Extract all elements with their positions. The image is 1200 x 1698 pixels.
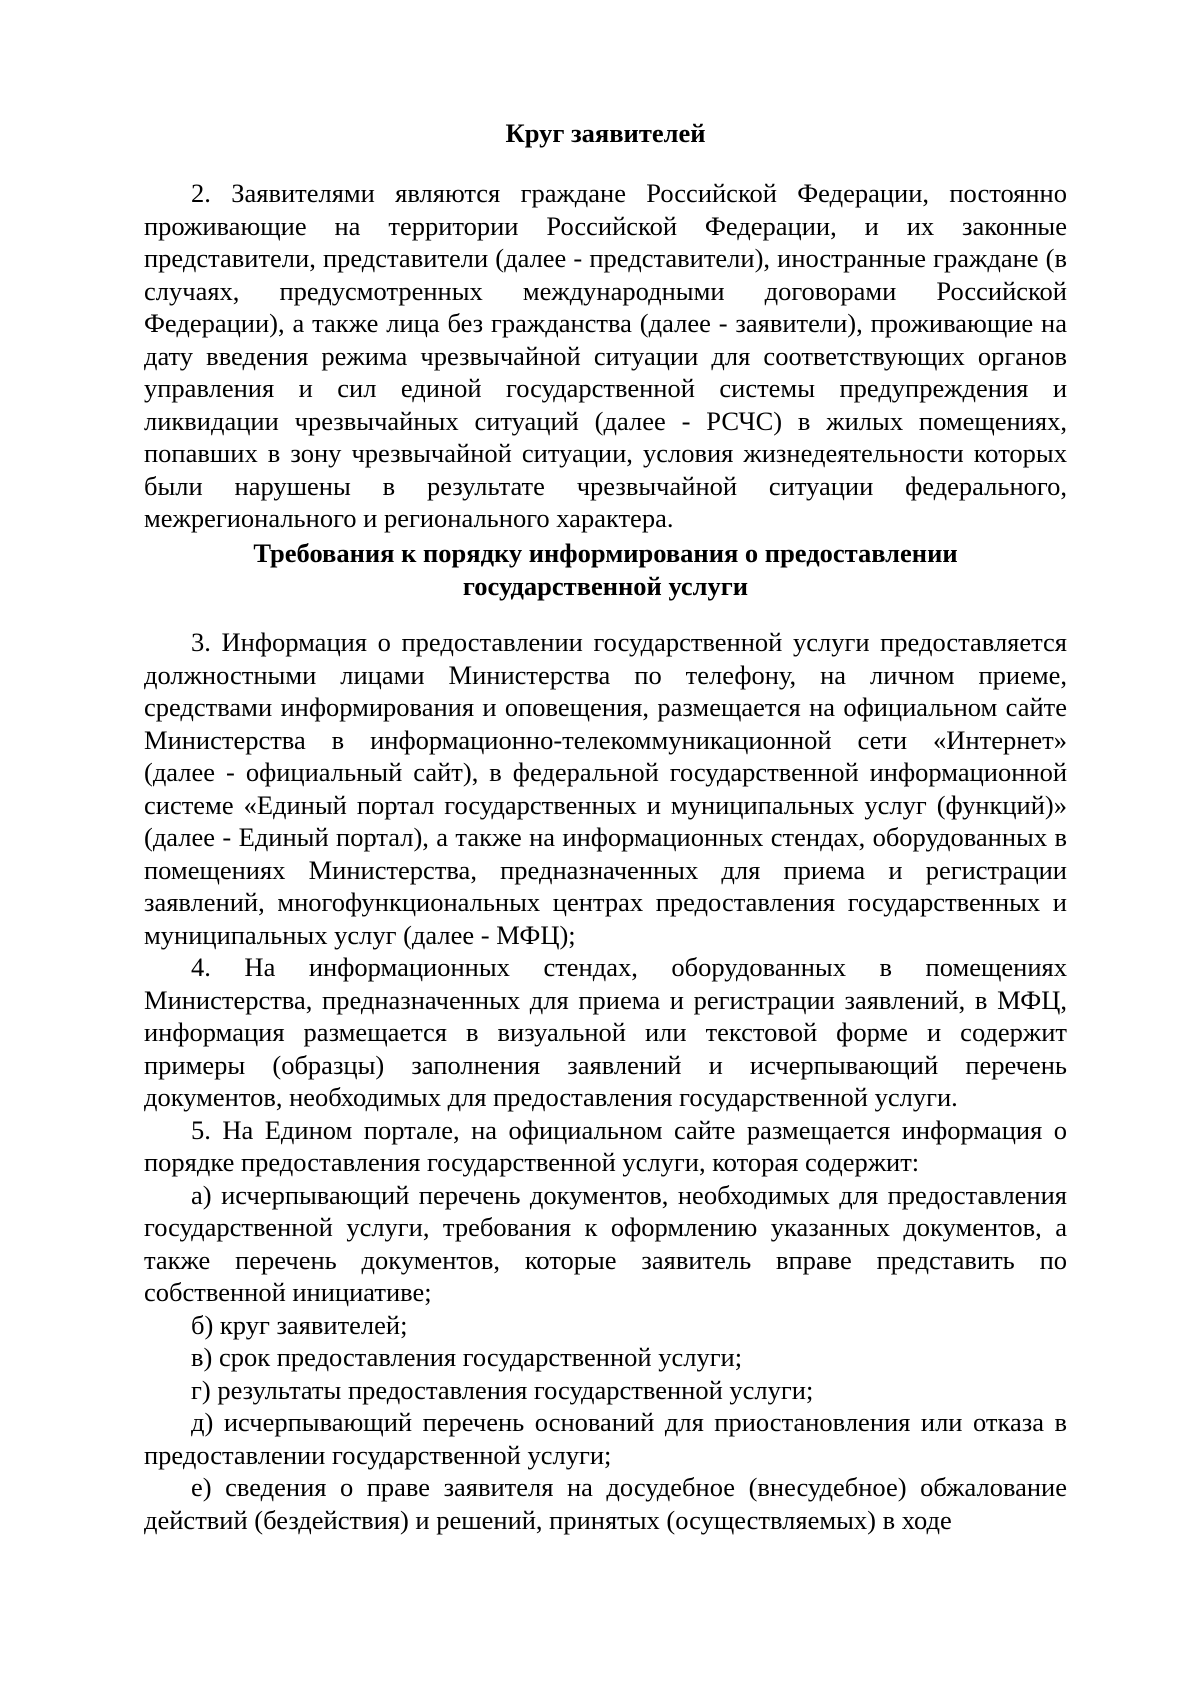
paragraph-3: 3. Информация о предоставлении государственной услуги предоставляется должностными лицами Министерства по телефону, на личном приеме, средствами информирования и оповещения, размещается на официальном сайте Министерства в информационно-телекоммуникационной сети «Интернет» (далее - официальный сайт), в федеральной государственной информационной системе «Единый портал государственных и муниципальных услуг (функций)» (далее - Единый портал), а также на информационных стендах, оборудованных в помещениях Министерства, предназначенных для приема и регистрации заявлений, многофункциональных центрах предоставления государственных и муниципальных услуг (далее - МФЦ);	[144, 627, 1067, 950]
paragraph-5: 5. На Едином портале, на официальном сайте размещается информация о порядке предоставления государственной услуги, которая содержит:	[144, 1114, 1067, 1177]
paragraph-4: 4. На информационных стендах, оборудованных в помещениях Министерства, предназначенных для приема и регистрации заявлений, в МФЦ, информация размещается в визуальной или текстовой форме и содержит примеры (образцы) заполнения заявлений и исчерпывающий перечень документов, необходимых для предоставления государственной услуги.	[144, 952, 1067, 1112]
list-item-a: а) исчерпывающий перечень документов, необходимых для предоставления государственной услуги, требования к оформлению указанных документов, а также перечень документов, которые заявитель вправе представить по собственной инициативе;	[144, 1179, 1067, 1307]
list-item-b: б) круг заявителей;	[191, 1309, 408, 1340]
list-item-v: в) срок предоставления государственной услуги;	[191, 1342, 743, 1372]
section-heading-applicants	[144, 117, 1067, 150]
paragraph-2: 2. Заявителями являются граждане Российской Федерации, постоянно проживающие на территории Российской Федерации, и их законные представители, представители (далее - представители), иностранные граждане (в случаях, предусмотренных международными договорами Российской Федерации), а также лица без гражданства (далее - заявители), проживающие на дату введения режима чрезвычайной ситуации для соответствующих органов управления и сил единой государственной системы предупреждения и ликвидации чрезвычайных ситуаций (далее - РСЧС) в жилых помещениях, попавших в зону чрезвычайной ситуации, условия жизнедеятельности которых были нарушены в результате чрезвычайной ситуации федерального, межрегионального и регионального характера.	[144, 178, 1067, 533]
paragraph-block-informing	[144, 626, 1067, 1536]
paragraph-block-applicants	[144, 177, 1067, 535]
heading-line-2: государственной услуги	[462, 570, 749, 601]
heading-line-1: Требования к порядку информирования о предоставлении	[253, 538, 958, 568]
section-heading-informing-requirements	[144, 537, 1067, 602]
heading-line: Круг заявителей	[505, 118, 706, 148]
list-item-g: г) результаты предоставления государственной услуги;	[191, 1374, 814, 1405]
list-item-d: д) исчерпывающий перечень оснований для приостановления или отказа в предоставлении государственной услуги;	[144, 1407, 1067, 1470]
list-item-e: е) сведения о праве заявителя на досудебное (внесудебное) обжалование действий (бездействия) и решений, принятых (осуществляемых) в ходе	[144, 1472, 1067, 1535]
